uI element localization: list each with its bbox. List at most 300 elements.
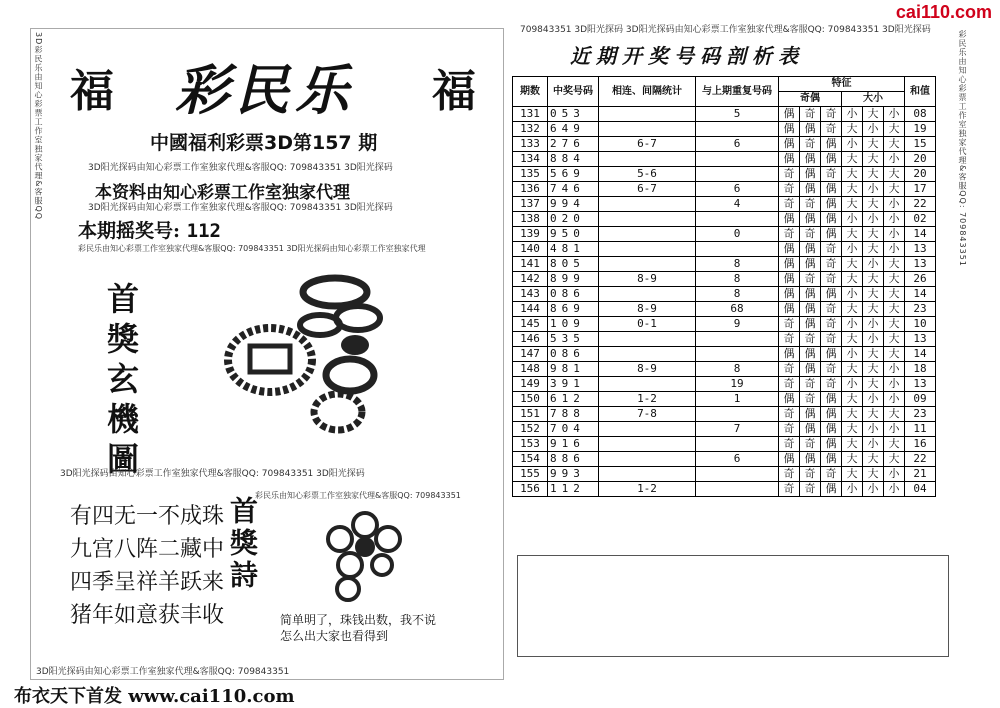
cell-oddeven: 偶 — [779, 392, 800, 407]
cell-bigsmall: 大 — [884, 122, 905, 137]
cell-sum: 14 — [905, 347, 936, 362]
cell-oddeven: 偶 — [779, 257, 800, 272]
cell-repeat: 5 — [696, 107, 779, 122]
cell-adjacent: 8-9 — [599, 362, 696, 377]
cell-oddeven: 偶 — [821, 197, 842, 212]
cell-oddeven: 偶 — [800, 287, 821, 302]
cell-bigsmall: 大 — [842, 152, 863, 167]
cell-bigsmall: 大 — [884, 182, 905, 197]
bead-flower-drawing — [310, 505, 420, 610]
cell-sum: 08 — [905, 107, 936, 122]
cell-issue: 155 — [513, 467, 548, 482]
cell-bigsmall: 大 — [884, 317, 905, 332]
cell-number: 086 — [548, 287, 599, 302]
cell-issue: 141 — [513, 257, 548, 272]
cell-bigsmall: 大 — [884, 167, 905, 182]
cell-bigsmall: 大 — [863, 152, 884, 167]
table-row — [513, 317, 936, 332]
cell-number: 788 — [548, 407, 599, 422]
cell-bigsmall: 小 — [884, 212, 905, 227]
cell-oddeven: 偶 — [779, 242, 800, 257]
cell-bigsmall: 小 — [842, 347, 863, 362]
cell-oddeven: 偶 — [821, 407, 842, 422]
cell-sum: 14 — [905, 287, 936, 302]
cell-bigsmall: 小 — [863, 122, 884, 137]
poem-line: 猪年如意获丰收 — [70, 603, 225, 628]
cell-adjacent: 0-1 — [599, 317, 696, 332]
table-row — [513, 407, 936, 422]
cell-oddeven: 奇 — [800, 272, 821, 287]
cell-bigsmall: 小 — [884, 467, 905, 482]
cell-bigsmall: 大 — [884, 287, 905, 302]
cell-number: 899 — [548, 272, 599, 287]
cell-oddeven: 偶 — [821, 452, 842, 467]
cell-bigsmall: 大 — [842, 452, 863, 467]
cell-sum: 22 — [905, 452, 936, 467]
cell-repeat: 6 — [696, 137, 779, 152]
cell-oddeven: 偶 — [821, 437, 842, 452]
cell-bigsmall: 小 — [863, 182, 884, 197]
prize-poem-title: 首獎詩 — [226, 496, 259, 592]
cell-oddeven: 偶 — [800, 452, 821, 467]
cell-oddeven: 奇 — [821, 467, 842, 482]
cell-bigsmall: 小 — [863, 422, 884, 437]
cell-repeat: 0 — [696, 227, 779, 242]
cell-repeat — [696, 242, 779, 257]
cell-bigsmall: 大 — [863, 452, 884, 467]
cell-repeat — [696, 152, 779, 167]
cell-adjacent: 5-6 — [599, 167, 696, 182]
cell-adjacent: 6-7 — [599, 182, 696, 197]
cell-oddeven: 偶 — [821, 392, 842, 407]
cell-adjacent — [599, 287, 696, 302]
cell-oddeven: 偶 — [821, 137, 842, 152]
cell-repeat: 6 — [696, 182, 779, 197]
cell-oddeven: 奇 — [821, 332, 842, 347]
cell-repeat: 8 — [696, 287, 779, 302]
cell-repeat — [696, 347, 779, 362]
cell-bigsmall: 小 — [884, 152, 905, 167]
cell-oddeven: 奇 — [800, 197, 821, 212]
prize-map-drawing — [210, 270, 390, 440]
cell-sum: 13 — [905, 377, 936, 392]
cell-oddeven: 奇 — [779, 332, 800, 347]
cell-adjacent — [599, 197, 696, 212]
cell-oddeven: 奇 — [779, 422, 800, 437]
cell-number: 569 — [548, 167, 599, 182]
cell-bigsmall: 小 — [842, 242, 863, 257]
blank-box — [517, 555, 949, 657]
cell-bigsmall: 小 — [842, 377, 863, 392]
cell-adjacent — [599, 212, 696, 227]
cell-repeat: 1 — [696, 392, 779, 407]
table-row — [513, 287, 936, 302]
note-text — [280, 612, 470, 644]
table-title: 近期开奖号码剖析表 — [570, 44, 804, 68]
cell-oddeven: 奇 — [821, 257, 842, 272]
analysis-table — [512, 76, 936, 497]
cell-bigsmall: 小 — [863, 317, 884, 332]
cell-repeat: 9 — [696, 317, 779, 332]
cell-number: 916 — [548, 437, 599, 452]
table-row — [513, 302, 936, 317]
col-oddeven: 奇偶 — [779, 92, 842, 107]
cell-sum: 02 — [905, 212, 936, 227]
table-row — [513, 137, 936, 152]
cell-oddeven: 奇 — [800, 437, 821, 452]
cell-bigsmall: 小 — [842, 137, 863, 152]
cell-sum: 23 — [905, 407, 936, 422]
cell-oddeven: 偶 — [800, 122, 821, 137]
cell-bigsmall: 大 — [884, 407, 905, 422]
cell-bigsmall: 小 — [884, 362, 905, 377]
cell-issue: 139 — [513, 227, 548, 242]
cell-bigsmall: 大 — [842, 392, 863, 407]
fu-character-right: 福 — [432, 66, 476, 117]
cell-number: 086 — [548, 347, 599, 362]
cell-oddeven: 偶 — [800, 182, 821, 197]
cell-oddeven: 偶 — [779, 302, 800, 317]
cell-sum: 13 — [905, 242, 936, 257]
cell-bigsmall: 小 — [863, 392, 884, 407]
site-watermark: cai110.com — [895, 2, 992, 22]
cell-issue: 134 — [513, 152, 548, 167]
cell-issue: 137 — [513, 197, 548, 212]
cell-repeat — [696, 407, 779, 422]
cell-repeat — [696, 122, 779, 137]
cell-oddeven: 奇 — [821, 302, 842, 317]
cell-oddeven: 偶 — [779, 272, 800, 287]
table-row — [513, 242, 936, 257]
cell-repeat: 8 — [696, 362, 779, 377]
cell-bigsmall: 大 — [863, 302, 884, 317]
cell-number: 884 — [548, 152, 599, 167]
cell-repeat: 8 — [696, 257, 779, 272]
cell-oddeven: 奇 — [821, 317, 842, 332]
table-row — [513, 437, 936, 452]
cell-sum: 09 — [905, 392, 936, 407]
cell-oddeven: 偶 — [800, 167, 821, 182]
cell-number: 112 — [548, 482, 599, 497]
cell-bigsmall: 小 — [884, 482, 905, 497]
cell-issue: 142 — [513, 272, 548, 287]
cell-bigsmall: 小 — [884, 392, 905, 407]
fu-character-left: 福 — [70, 66, 114, 117]
cell-bigsmall: 大 — [863, 107, 884, 122]
table-header-small: 709843351 3D阳光探码 3D阳光探码由知心彩票工作室独家代理&客服QQ: 709843351 3D阳光探码 — [520, 25, 931, 35]
cell-adjacent — [599, 242, 696, 257]
cell-bigsmall: 小 — [884, 227, 905, 242]
agent-small-line: 彩民乐由知心彩票工作室独家代理&客服QQ: 709843351 — [255, 491, 461, 500]
cell-oddeven: 奇 — [779, 182, 800, 197]
cell-issue: 144 — [513, 302, 548, 317]
cell-sum: 21 — [905, 467, 936, 482]
cell-oddeven: 奇 — [821, 122, 842, 137]
cell-oddeven: 偶 — [800, 257, 821, 272]
cell-oddeven: 偶 — [821, 227, 842, 242]
cell-repeat: 6 — [696, 452, 779, 467]
cell-number: 993 — [548, 467, 599, 482]
cell-bigsmall: 小 — [884, 197, 905, 212]
cell-number: 950 — [548, 227, 599, 242]
cell-bigsmall: 大 — [842, 197, 863, 212]
draw-number-line — [78, 216, 221, 243]
table-row — [513, 272, 936, 287]
cell-adjacent — [599, 377, 696, 392]
table-row — [513, 452, 936, 467]
cell-issue: 151 — [513, 407, 548, 422]
cell-oddeven: 偶 — [821, 287, 842, 302]
poem-line: 四季呈祥羊跃来 — [70, 570, 225, 595]
cell-oddeven: 奇 — [779, 197, 800, 212]
cell-oddeven: 偶 — [800, 347, 821, 362]
cell-oddeven: 偶 — [800, 152, 821, 167]
cell-number: 704 — [548, 422, 599, 437]
cell-bigsmall: 大 — [863, 467, 884, 482]
cell-adjacent — [599, 122, 696, 137]
cell-bigsmall: 小 — [863, 437, 884, 452]
cell-oddeven: 奇 — [800, 107, 821, 122]
cell-issue: 136 — [513, 182, 548, 197]
cell-repeat: 19 — [696, 377, 779, 392]
cell-oddeven: 偶 — [821, 152, 842, 167]
cell-number: 020 — [548, 212, 599, 227]
table-row — [513, 362, 936, 377]
cell-bigsmall: 小 — [842, 287, 863, 302]
cell-sum: 13 — [905, 332, 936, 347]
cell-adjacent — [599, 257, 696, 272]
cell-oddeven: 奇 — [779, 227, 800, 242]
cell-sum: 16 — [905, 437, 936, 452]
cell-sum: 20 — [905, 167, 936, 182]
prize-map-title: 首獎玄機圖 — [102, 282, 140, 482]
cell-repeat — [696, 467, 779, 482]
footer-text: 布衣天下首发 www.cai110.com — [14, 686, 295, 707]
table-row — [513, 122, 936, 137]
cell-oddeven: 偶 — [800, 317, 821, 332]
table-row — [513, 422, 936, 437]
cell-issue: 147 — [513, 347, 548, 362]
agent-small-line: 3D阳光探码由知心彩票工作室独家代理&客服QQ: 709843351 3D阳光探码 — [60, 469, 365, 479]
table-row — [513, 167, 936, 182]
cell-issue: 135 — [513, 167, 548, 182]
cell-sum: 20 — [905, 152, 936, 167]
table-row — [513, 332, 936, 347]
cell-repeat — [696, 212, 779, 227]
agent-line: 本资料由知心彩票工作室独家代理 — [95, 183, 350, 203]
note-line: 怎么出大家也看得到 — [280, 629, 389, 643]
cell-number: 869 — [548, 302, 599, 317]
cell-issue: 146 — [513, 332, 548, 347]
cell-oddeven: 偶 — [779, 137, 800, 152]
cell-bigsmall: 大 — [884, 437, 905, 452]
cell-oddeven: 奇 — [800, 482, 821, 497]
cell-number: 276 — [548, 137, 599, 152]
cell-bigsmall: 大 — [863, 362, 884, 377]
cell-number: 746 — [548, 182, 599, 197]
cell-bigsmall: 大 — [884, 347, 905, 362]
col-number: 中奖号码 — [548, 77, 599, 107]
cell-oddeven: 奇 — [821, 107, 842, 122]
draw-label: 本期摇奖号: — [78, 220, 181, 242]
cell-bigsmall: 小 — [863, 482, 884, 497]
prize-poem — [70, 500, 224, 632]
table-row — [513, 257, 936, 272]
cell-repeat: 7 — [696, 422, 779, 437]
cell-sum: 18 — [905, 362, 936, 377]
cell-bigsmall: 大 — [842, 272, 863, 287]
cell-oddeven: 奇 — [800, 377, 821, 392]
cell-oddeven: 奇 — [821, 362, 842, 377]
cell-oddeven: 奇 — [779, 482, 800, 497]
cell-repeat: 4 — [696, 197, 779, 212]
cell-bigsmall: 小 — [863, 332, 884, 347]
logo-title: 彩民乐 — [175, 58, 355, 122]
cell-issue: 138 — [513, 212, 548, 227]
agent-small-line: 3D阳光探码由知心彩票工作室独家代理&客服QQ: 709843351 — [36, 667, 290, 677]
cell-sum: 13 — [905, 257, 936, 272]
cell-bigsmall: 大 — [863, 167, 884, 182]
cell-sum: 14 — [905, 227, 936, 242]
cell-bigsmall: 大 — [863, 347, 884, 362]
cell-oddeven: 偶 — [821, 212, 842, 227]
cell-bigsmall: 大 — [842, 182, 863, 197]
cell-sum: 19 — [905, 122, 936, 137]
cell-oddeven: 奇 — [779, 362, 800, 377]
cell-issue: 140 — [513, 242, 548, 257]
cell-issue: 145 — [513, 317, 548, 332]
cell-oddeven: 奇 — [779, 317, 800, 332]
cell-oddeven: 偶 — [821, 482, 842, 497]
cell-issue: 149 — [513, 377, 548, 392]
cell-bigsmall: 大 — [842, 302, 863, 317]
cell-oddeven: 偶 — [800, 407, 821, 422]
cell-number: 109 — [548, 317, 599, 332]
cell-issue: 133 — [513, 137, 548, 152]
cell-oddeven: 偶 — [800, 362, 821, 377]
col-feature: 特征 — [779, 77, 905, 92]
table-row — [513, 227, 936, 242]
cell-bigsmall: 大 — [842, 467, 863, 482]
cell-number: 612 — [548, 392, 599, 407]
cell-oddeven: 偶 — [779, 107, 800, 122]
cell-bigsmall: 大 — [863, 197, 884, 212]
cell-bigsmall: 大 — [884, 452, 905, 467]
cell-oddeven: 偶 — [800, 242, 821, 257]
cell-number: 481 — [548, 242, 599, 257]
cell-bigsmall: 小 — [884, 422, 905, 437]
cell-bigsmall: 大 — [884, 272, 905, 287]
cell-oddeven: 偶 — [821, 182, 842, 197]
cell-oddeven: 奇 — [779, 377, 800, 392]
issue-title: 中國福利彩票3D第157 期 — [150, 132, 378, 154]
cell-oddeven: 偶 — [779, 122, 800, 137]
cell-sum: 23 — [905, 302, 936, 317]
cell-repeat: 8 — [696, 272, 779, 287]
cell-adjacent — [599, 332, 696, 347]
table-row — [513, 212, 936, 227]
cell-oddeven: 奇 — [779, 437, 800, 452]
cell-oddeven: 奇 — [821, 242, 842, 257]
cell-oddeven: 偶 — [779, 152, 800, 167]
agent-small-line: 3D阳光探码由知心彩票工作室独家代理&客服QQ: 709843351 3D阳光探码 — [88, 163, 393, 173]
table-row — [513, 467, 936, 482]
col-bigsmall: 大小 — [842, 92, 905, 107]
col-repeat: 与上期重复号码 — [696, 77, 779, 107]
cell-issue: 148 — [513, 362, 548, 377]
note-line: 简单明了，珠钱出数，我不说 — [280, 613, 437, 627]
cell-oddeven: 偶 — [800, 302, 821, 317]
cell-repeat — [696, 437, 779, 452]
poem-line: 有四无一不成珠 — [70, 504, 225, 529]
cell-adjacent: 8-9 — [599, 272, 696, 287]
cell-bigsmall: 大 — [842, 227, 863, 242]
cell-oddeven: 偶 — [800, 422, 821, 437]
cell-bigsmall: 大 — [842, 122, 863, 137]
cell-bigsmall: 小 — [842, 317, 863, 332]
cell-oddeven: 奇 — [821, 272, 842, 287]
cell-sum: 22 — [905, 197, 936, 212]
cell-bigsmall: 大 — [842, 332, 863, 347]
cell-issue: 156 — [513, 482, 548, 497]
cell-adjacent — [599, 347, 696, 362]
cell-number: 535 — [548, 332, 599, 347]
cell-number: 981 — [548, 362, 599, 377]
cell-bigsmall: 大 — [884, 257, 905, 272]
cell-oddeven: 奇 — [821, 167, 842, 182]
cell-issue: 154 — [513, 452, 548, 467]
cell-repeat — [696, 332, 779, 347]
table-row — [513, 392, 936, 407]
cell-adjacent: 1-2 — [599, 482, 696, 497]
table-row — [513, 107, 936, 122]
cell-oddeven: 偶 — [800, 212, 821, 227]
cell-adjacent: 7-8 — [599, 407, 696, 422]
cell-bigsmall: 小 — [842, 482, 863, 497]
cell-bigsmall: 小 — [863, 257, 884, 272]
cell-bigsmall: 大 — [842, 362, 863, 377]
cell-bigsmall: 小 — [884, 242, 905, 257]
agent-small-line: 3D阳光探码由知心彩票工作室独家代理&客服QQ: 709843351 3D阳光探码 — [88, 203, 393, 213]
cell-oddeven: 奇 — [800, 137, 821, 152]
cell-oddeven: 奇 — [800, 227, 821, 242]
cell-bigsmall: 大 — [863, 137, 884, 152]
cell-oddeven: 奇 — [821, 377, 842, 392]
cell-bigsmall: 大 — [863, 377, 884, 392]
cell-adjacent — [599, 227, 696, 242]
poem-line: 九宫八阵二藏中 — [70, 537, 225, 562]
cell-bigsmall: 大 — [884, 332, 905, 347]
table-row — [513, 347, 936, 362]
cell-adjacent — [599, 107, 696, 122]
cell-bigsmall: 大 — [884, 137, 905, 152]
cell-bigsmall: 大 — [842, 422, 863, 437]
cell-repeat — [696, 482, 779, 497]
cell-oddeven: 奇 — [800, 467, 821, 482]
cell-bigsmall: 大 — [863, 272, 884, 287]
cell-issue: 150 — [513, 392, 548, 407]
col-sum: 和值 — [905, 77, 936, 107]
cell-oddeven: 奇 — [800, 392, 821, 407]
cell-bigsmall: 小 — [884, 377, 905, 392]
cell-sum: 11 — [905, 422, 936, 437]
cell-bigsmall: 大 — [842, 407, 863, 422]
cell-sum: 10 — [905, 317, 936, 332]
right-side-text: 彩民乐由知心彩票工作室独家代理&客服QQ: 709843351 — [958, 30, 967, 267]
cell-issue: 131 — [513, 107, 548, 122]
cell-number: 053 — [548, 107, 599, 122]
cell-repeat: 68 — [696, 302, 779, 317]
